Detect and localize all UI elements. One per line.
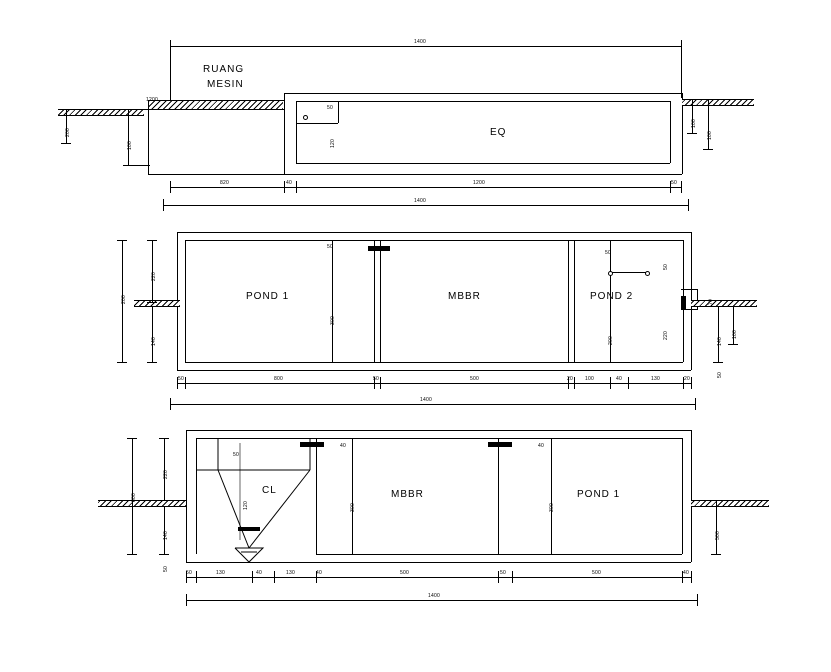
plan-inner-bottom: [185, 362, 683, 363]
dim-tick: [117, 240, 127, 241]
dim-line-sect-overall-bottom: [186, 600, 697, 601]
sect-pipe-line-2: [551, 438, 552, 554]
sect-inner-left: [196, 438, 197, 554]
dim-plan-left-wall: 50: [178, 376, 184, 382]
dim-tick: [610, 377, 611, 389]
pipe-block-4: [488, 442, 512, 447]
dim-pond2-inner-vert: 200: [608, 336, 614, 345]
pipe-block-3: [300, 442, 324, 447]
pipe-block-1: [368, 246, 390, 251]
plan-pipe-centerline-1: [332, 240, 333, 362]
label-pond1-plan: POND 1: [246, 291, 290, 302]
dim-bot-w-8: 500: [592, 570, 601, 576]
sect-inner-right: [682, 438, 683, 554]
ground-line-left2: [58, 115, 144, 116]
dim-tick: [147, 240, 157, 241]
sect-top-wall: [186, 430, 691, 431]
dim-eq-inner-vert: 120: [330, 139, 336, 148]
cl-sludge-block: [238, 527, 260, 531]
eq-partition: [296, 123, 338, 124]
plan-top-wall: [177, 232, 691, 233]
dim-tick: [574, 377, 575, 389]
ruang-mesin-bottom: [148, 174, 284, 175]
plan-bottom-wall: [177, 370, 691, 371]
dim-tick: [713, 362, 723, 363]
ground-line: [691, 306, 757, 307]
dim-tick: [713, 306, 723, 307]
dim-tick: [711, 500, 721, 501]
sect-partition-2: [498, 438, 499, 554]
dim-sect-overall-bottom: 1400: [428, 593, 440, 599]
dim-pond2-right-vert: 220: [663, 331, 669, 340]
dim-mbbr-vert: 300: [350, 503, 356, 512]
dim-tick: [380, 377, 381, 389]
dim-pond2-inner-top: 50: [605, 250, 611, 256]
dim-sect-bottom-50: 50: [163, 566, 169, 572]
dim-tick: [147, 302, 157, 303]
dim-sect-right-500: 500: [715, 531, 721, 540]
dim-tick: [512, 571, 513, 583]
ruang-mesin-left-wall: [148, 100, 149, 174]
dim-line-sect-140: [164, 506, 165, 554]
ground-line: [691, 506, 769, 507]
dim-tick: [159, 554, 169, 555]
dim-tick: [252, 571, 253, 583]
dim-tick: [697, 594, 698, 606]
dim-sect-140: 140: [163, 531, 169, 540]
dim-wall-thickness: 40: [286, 180, 292, 186]
dim-tick: [728, 306, 738, 307]
dim-line-sect-right: [716, 500, 717, 554]
dim-bot-w-5: 40: [316, 570, 322, 576]
dim-line-right-140: [718, 306, 719, 362]
dim-eq-width: 1200: [473, 180, 485, 186]
dim-line-right-100b: [708, 99, 709, 149]
dim-tick: [498, 571, 499, 583]
dim-top-overall: 1400: [414, 39, 426, 45]
ext-line: [128, 165, 150, 166]
dim-left-100: 100: [127, 141, 133, 150]
dim-tick: [61, 143, 71, 144]
sect-right-wall: [691, 430, 692, 562]
plan-inner-top: [185, 240, 683, 241]
dim-pond1-inner-vert: 300: [330, 316, 336, 325]
dim-tick: [728, 344, 738, 345]
dim-pond1-vert: 300: [549, 503, 555, 512]
dim-tick: [688, 199, 689, 211]
ground-line: [134, 300, 180, 301]
ground-line: [134, 306, 180, 307]
label-mbbr-section: MBBR: [391, 489, 424, 500]
dim-line-plan-140: [152, 306, 153, 362]
plan-partition-2b: [574, 240, 575, 362]
dim-tick: [687, 99, 697, 100]
label-mbbr-plan: MBBR: [448, 291, 481, 302]
label-eq: EQ: [490, 127, 507, 138]
dim-tick: [61, 109, 71, 110]
dim-cl-cone: 120: [243, 501, 249, 510]
label-pond2-plan: POND 2: [590, 291, 634, 302]
dim-pond2-part-3: 130: [651, 376, 660, 382]
dim-line-sect-220: [164, 438, 165, 500]
dim-line-left-200: [66, 109, 67, 143]
pipe-block-2: [681, 296, 686, 310]
dim-tick: [691, 377, 692, 389]
dim-plan-overall-h: 200: [121, 295, 127, 304]
dim-tick: [163, 199, 164, 211]
dim-small-top: 1200: [146, 97, 158, 103]
dim-right-140: 140: [717, 337, 723, 346]
dim-line-left-100: [128, 109, 129, 165]
dim-pond2-right-small: 50: [663, 264, 669, 270]
ext-line: [170, 46, 171, 106]
eq-inner-left: [296, 101, 297, 163]
dim-right-bottom-50: 50: [717, 372, 723, 378]
dim-tick: [628, 377, 629, 389]
eq-inner-right: [670, 101, 671, 163]
dim-cl-top: 50: [233, 452, 239, 458]
dim-tick: [284, 181, 285, 193]
sect-inner-top: [196, 438, 682, 439]
eq-inner-top: [296, 101, 670, 102]
roof-hatch-ruang-mesin: [148, 101, 283, 109]
dim-tick: [703, 99, 713, 100]
dim-sect-overall: 300: [131, 493, 137, 502]
roof-line-bottom: [148, 109, 284, 110]
plan-partition-2a: [568, 240, 569, 362]
dim-line-bottom-overall-top-view: [163, 205, 688, 206]
dim-pond1-inner-top: 50: [327, 244, 333, 250]
dim-pond2-part-2: 40: [616, 376, 622, 382]
ground-line: [98, 500, 186, 501]
dim-tick: [147, 306, 157, 307]
dim-pond1-width: 800: [274, 376, 283, 382]
dim-line-plan-overall: [170, 404, 695, 405]
sect-partition-1: [316, 438, 317, 554]
dim-bot-w-7: 50: [500, 570, 506, 576]
label-cl: CL: [262, 485, 277, 496]
dim-bot-w-6: 500: [400, 570, 409, 576]
sect-inner-bottom: [316, 554, 682, 555]
dim-tick: [681, 181, 682, 193]
dim-tick: [711, 554, 721, 555]
dim-line-top-overall: [170, 46, 681, 47]
ground-line: [98, 506, 186, 507]
dim-baffle-2: 40: [538, 443, 544, 449]
dim-chain-plan: [177, 383, 691, 384]
dim-eq-inner-top: 50: [327, 105, 333, 111]
dim-tick: [147, 362, 157, 363]
ground-line: [691, 300, 757, 301]
dim-tick: [186, 594, 187, 606]
eq-inner-bottom: [296, 163, 670, 164]
dim-right-100a: 100: [691, 119, 697, 128]
dim-tick: [274, 571, 275, 583]
eq-top-wall: [284, 93, 682, 94]
dim-right-100-plan: 100: [732, 330, 738, 339]
dim-bot-w-1: 50: [186, 570, 192, 576]
dim-bot-w-2: 130: [216, 570, 225, 576]
dim-tick: [159, 500, 169, 501]
dim-chain-section: [186, 577, 691, 578]
pipe-line-c: [686, 309, 698, 310]
dim-wall-1: 50: [373, 376, 379, 382]
ext-line: [128, 109, 150, 110]
dim-plan-overall: 1400: [420, 397, 432, 403]
ground-line: [691, 500, 769, 501]
dim-tick: [695, 398, 696, 410]
ext-line: [681, 46, 682, 98]
pipe-line-a: [681, 289, 697, 290]
sect-bottom-wall: [186, 562, 691, 563]
plan-partition-1b: [380, 240, 381, 362]
plan-partition-1a: [374, 240, 375, 362]
dim-tick: [703, 149, 713, 150]
dim-right-detail-70: 70: [708, 299, 714, 305]
sect-pipe-line-1: [352, 438, 353, 554]
plan-inner-left: [185, 240, 186, 362]
dim-ruang-mesin-width: 820: [220, 180, 229, 186]
dim-tick: [127, 554, 137, 555]
dim-tick: [170, 398, 171, 410]
dim-tick: [117, 362, 127, 363]
dim-wall-2: 20: [567, 376, 573, 382]
eq-partition-vert: [338, 101, 339, 123]
dim-bot-w-4: 130: [286, 570, 295, 576]
ruang-mesin-right-wall: [284, 93, 285, 174]
pipe-dot-icon: [303, 115, 308, 120]
dim-tick: [159, 438, 169, 439]
label-pond1-section: POND 1: [577, 489, 621, 500]
dim-right-100b: 100: [707, 131, 713, 140]
dim-bottom-overall-top-view: 1400: [414, 198, 426, 204]
label-ruang-mesin-line1: RUANG: [203, 64, 245, 75]
dim-plan-140: 140: [151, 337, 157, 346]
dim-tick: [127, 438, 137, 439]
dim-line-plan-220: [152, 240, 153, 302]
dim-tick: [691, 571, 692, 583]
dim-tick: [296, 181, 297, 193]
sect-left-wall: [186, 430, 187, 562]
dim-tick: [185, 377, 186, 389]
dim-right-wall: 50: [671, 180, 677, 186]
label-ruang-mesin-line2: MESIN: [207, 79, 244, 90]
plan-pipe-connector: [612, 272, 646, 273]
dim-baffle-1: 40: [340, 443, 346, 449]
dim-bot-w-9: 40: [683, 570, 689, 576]
dim-mbbr-width: 500: [470, 376, 479, 382]
dim-bot-w-3: 40: [256, 570, 262, 576]
dim-left-200: 200: [65, 128, 71, 137]
dim-plan-220: 220: [151, 272, 157, 281]
dim-sect-220: 220: [163, 470, 169, 479]
dim-pond2-part-1: 100: [585, 376, 594, 382]
dim-tick: [196, 571, 197, 583]
dim-plan-right-wall: 20: [684, 376, 690, 382]
dim-tick: [687, 133, 697, 134]
dim-tick: [170, 181, 171, 193]
roof-line-top: [148, 100, 284, 101]
dim-tick: [159, 506, 169, 507]
dim-chain-top-view: [170, 187, 681, 188]
eq-bottom-wall: [284, 174, 682, 175]
